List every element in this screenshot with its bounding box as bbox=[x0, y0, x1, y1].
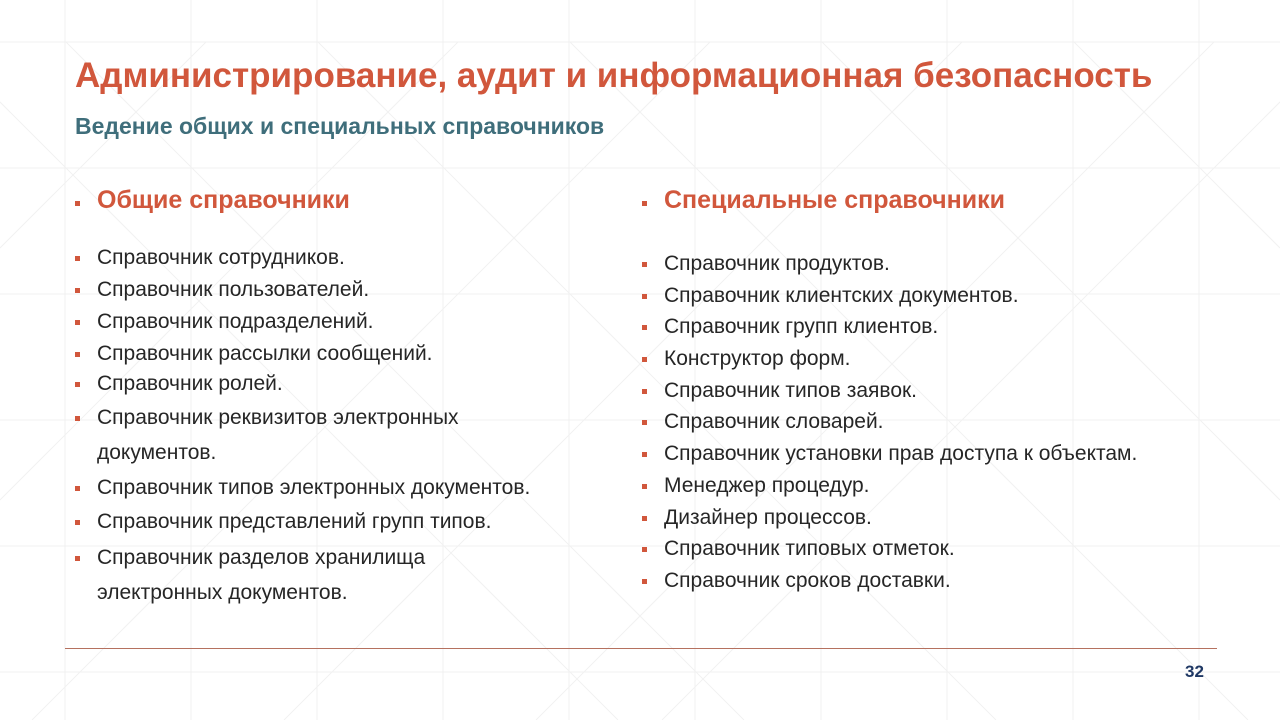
list-item-text: Справочник реквизитов электронных bbox=[97, 406, 459, 429]
bullet-icon bbox=[75, 320, 80, 325]
list-item-text: электронных документов. bbox=[97, 581, 348, 604]
bullet-icon bbox=[642, 294, 647, 299]
bullet-icon bbox=[75, 382, 80, 387]
list-item-text: Справочник сроков доставки. bbox=[664, 569, 951, 592]
bullet-icon bbox=[642, 262, 647, 267]
list-item-text: Справочник продуктов. bbox=[664, 252, 890, 275]
bullet-icon bbox=[642, 484, 647, 489]
bullet-icon bbox=[642, 420, 647, 425]
bullet-icon bbox=[75, 256, 80, 261]
right-column-heading: Специальные справочники bbox=[664, 186, 1005, 214]
bullet-icon bbox=[642, 325, 647, 330]
list-item-text: Менеджер процедур. bbox=[664, 474, 870, 497]
list-item-text: Справочник установки прав доступа к объектам. bbox=[664, 442, 1138, 465]
list-item-text: документов. bbox=[97, 441, 217, 464]
bullet-icon bbox=[75, 201, 80, 206]
list-item-text: Справочник ролей. bbox=[97, 372, 283, 395]
list-item-text: Справочник клиентских документов. bbox=[664, 284, 1019, 307]
bullet-icon bbox=[642, 452, 647, 457]
bullet-icon bbox=[75, 556, 80, 561]
list-item-text: Справочник типов электронных документов. bbox=[97, 476, 531, 499]
bullet-icon bbox=[642, 579, 647, 584]
list-item-text: Справочник пользователей. bbox=[97, 278, 370, 301]
list-item-text: Конструктор форм. bbox=[664, 347, 851, 370]
bullet-icon bbox=[75, 288, 80, 293]
bullet-icon bbox=[75, 416, 80, 421]
bullet-icon bbox=[642, 357, 647, 362]
left-column-heading: Общие справочники bbox=[97, 186, 350, 214]
bullet-icon bbox=[642, 547, 647, 552]
bullet-icon bbox=[75, 486, 80, 491]
list-item-text: Справочник типов заявок. bbox=[664, 379, 918, 402]
list-item-text: Справочник разделов хранилища bbox=[97, 546, 426, 569]
page-number: 32 bbox=[1185, 662, 1204, 681]
bullet-icon bbox=[642, 516, 647, 521]
footer-divider bbox=[65, 648, 1217, 649]
list-item-text: Справочник подразделений. bbox=[97, 310, 374, 333]
bullet-icon bbox=[642, 389, 647, 394]
list-item-text: Дизайнер процессов. bbox=[664, 506, 872, 529]
list-item-text: Справочник представлений групп типов. bbox=[97, 510, 492, 533]
list-item-text: Справочник рассылки сообщений. bbox=[97, 342, 433, 365]
bullet-icon bbox=[75, 520, 80, 525]
list-item-text: Справочник типовых отметок. bbox=[664, 537, 955, 560]
slide-subtitle: Ведение общих и специальных справочников bbox=[75, 113, 605, 139]
list-item-text: Справочник групп клиентов. bbox=[664, 315, 939, 338]
slide-title: Администрирование, аудит и информационная безопасность bbox=[75, 56, 1153, 95]
bullet-icon bbox=[75, 352, 80, 357]
bullet-icon bbox=[642, 201, 647, 206]
list-item-text: Справочник сотрудников. bbox=[97, 246, 345, 269]
list-item-text: Справочник словарей. bbox=[664, 410, 884, 433]
